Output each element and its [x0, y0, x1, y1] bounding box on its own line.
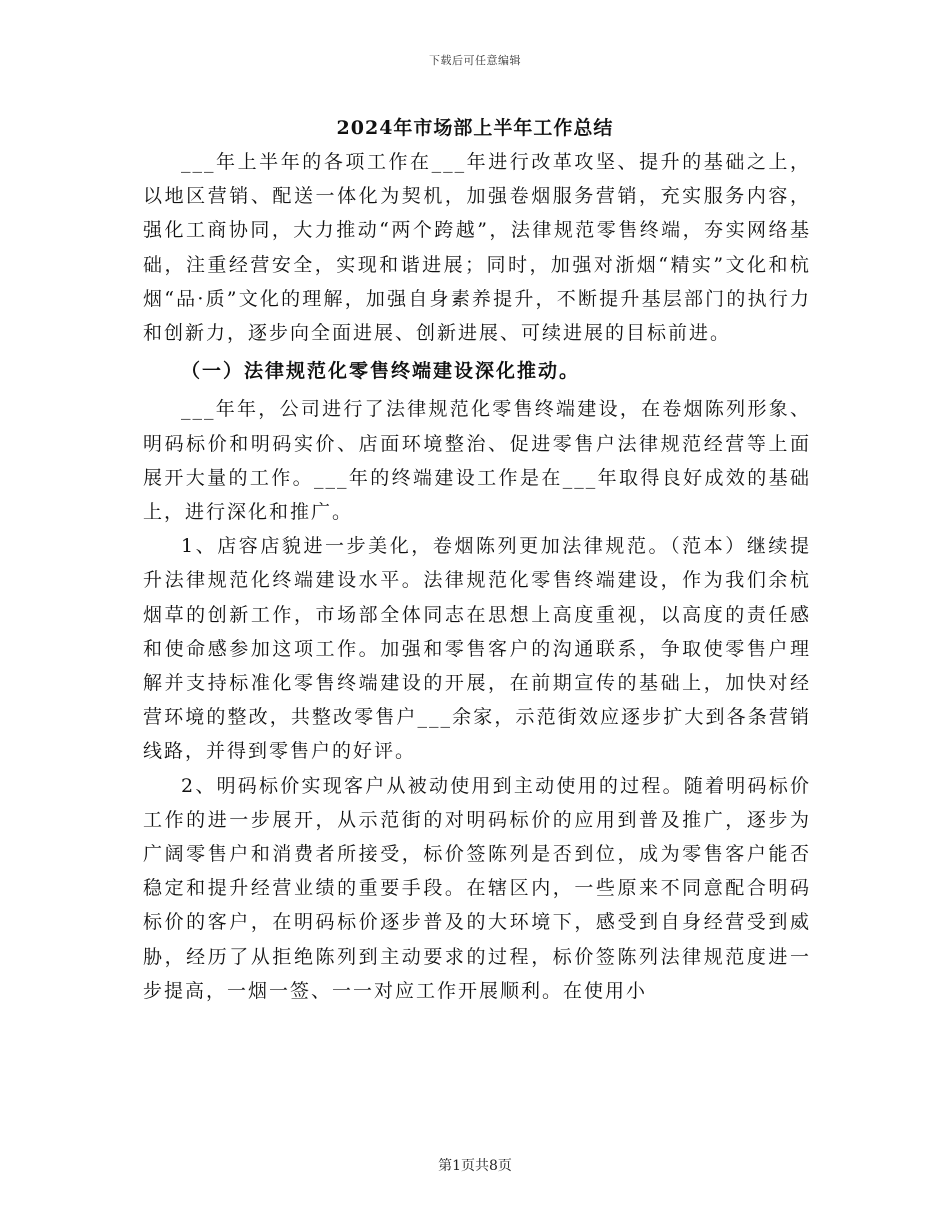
- paragraph-intro: ___年上半年的各项工作在___年进行改革攻坚、提升的基础之上，以地区营销、配送一体化为契机，加强卷烟服务营销，充实服务内容，强化工商协同，大力推动“两个跨越”，法律规范零售终端，夯实网络基础，注重经营安全，实现和谐进展；同时，加强对浙烟“精实”文化和杭烟“品·质”文化的理解，加强自身素养提升，不断提升基层部门的执行力和创新力，逐步向全面进展、创新进展、可续进展的目标前进。: [143, 151, 811, 345]
- paragraph-terminal-construction: ___年年，公司进行了法律规范化零售终端建设，在卷烟陈列形象、明码标价和明码实价、店面环境整治、促进零售户法律规范经营等上面展开大量的工作。___年的终端建设工作是在___年取得良好成效的基础上，进行深化和推广。: [143, 398, 811, 524]
- document-body: [143, 145, 811, 1008]
- section-heading-1: （一）法律规范化零售终端建设深化推动。: [181, 360, 581, 383]
- paragraph-point-2: 2、明码标价实现客户从被动使用到主动使用的过程。随着明码标价工作的进一步展开，从示范街的对明码标价的应用到普及推广，逐步为广阔零售户和消费者所接受，标价签陈列是否到位，成为零售客户能否稳定和提升经营业绩的重要手段。在辖区内，一些原来不同意配合明码标价的客户，在明码标价逐步普及的大环境下，感受到自身经营受到威胁，经历了从拒绝陈列到主动要求的过程，标价签陈列法律规范度进一步提高，一烟一签、一一对应工作开展顺利。在使用小: [143, 774, 811, 1002]
- page-footer: 第1页共8页: [438, 1158, 512, 1174]
- paragraph-point-1: 1、店容店貌进一步美化，卷烟陈列更加法律规范。（范本）继续提升法律规范化终端建设水平。法律规范化零售终端建设，作为我们余杭烟草的创新工作，市场部全体同志在思想上高度重视，以高度的责任感和使命感参加这项工作。加强和零售客户的沟通联系，争取使零售户理解并支持标准化零售终端建设的开展，在前期宣传的基础上，加快对经营环境的整改，共整改零售户___余家，示范街效应逐步扩大到各条营销线路，并得到零售户的好评。: [143, 535, 811, 763]
- document-title: 2024年市场部上半年工作总结: [336, 117, 614, 139]
- header-note: 下载后可任意编辑: [429, 54, 521, 67]
